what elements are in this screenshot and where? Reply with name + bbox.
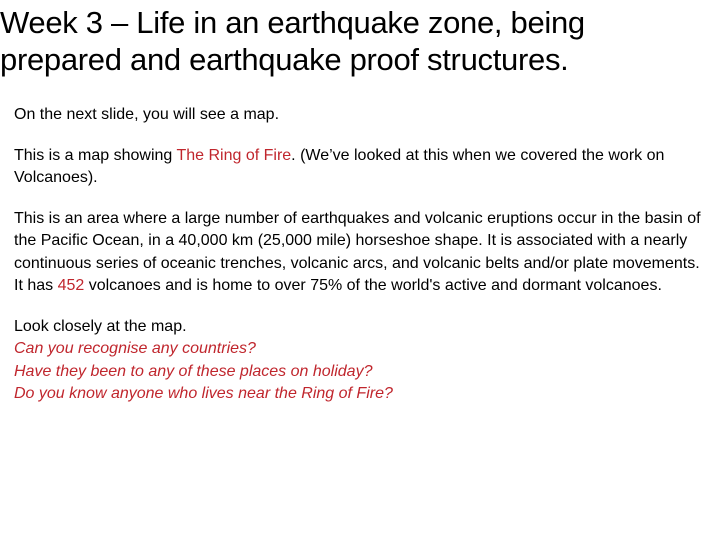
description-text-after: volcanoes and is home to over 75% of the world's active and dormant volcanoes. [84,277,662,294]
description-paragraph [14,208,704,298]
ring-of-fire-text-before: This is a map showing [14,146,177,164]
ring-of-fire-highlight: The Ring of Fire [176,146,292,164]
questions-lead: Look closely at the map. [14,317,187,335]
question-item-1: Can you recognise any countries? [14,340,256,357]
title-line-1: Week 3 – Life in an earthquake zone, being [0,5,585,40]
ring-of-fire-paragraph [14,145,704,190]
slide-body [14,104,704,406]
question-item-3: Do you know anyone who lives near the Ring of Fire? [14,385,393,402]
slide-title [0,4,716,78]
volcano-count-highlight: 452 [57,277,85,294]
questions-paragraph [14,316,704,406]
title-line-2: prepared and earthquake proof structures. [0,42,569,77]
question-item-2: Have they been to any of these places on holiday? [14,362,373,380]
intro-paragraph: On the next slide, you will see a map. [14,106,280,123]
description-text-before: This is an area where a large number of earthquakes and volcanic eruptions occur in the basin of the Pacific Ocean, in a 40,000 km (25,000 mile) horseshoe shape. It is associated with a nearly continuous series of oceanic trenches, volcanic arcs, and volcanic belts and/or plate movements. It has [14,209,701,294]
ring-of-fire-text-after: . (We’ve looked at this when we covered the work on Volcanoes). [14,146,665,186]
